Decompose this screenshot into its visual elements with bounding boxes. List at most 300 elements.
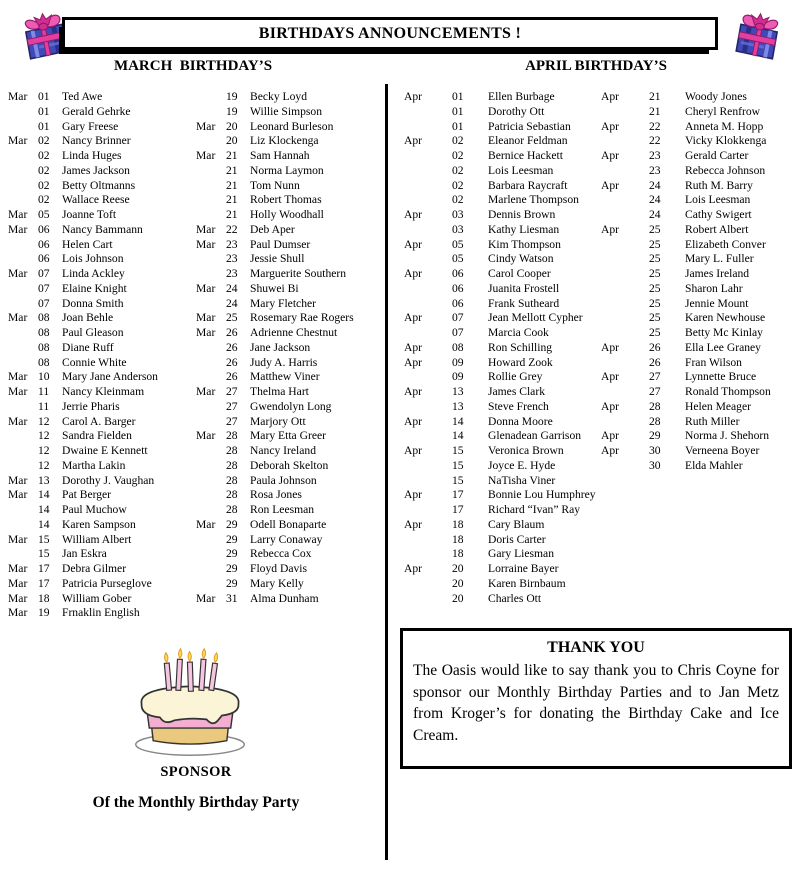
month-label [196, 297, 226, 312]
date-label: 15 [452, 444, 464, 457]
date-label: 12 [38, 429, 50, 443]
month-label: Mar [196, 119, 216, 133]
month-label [196, 370, 226, 385]
name-label: Doris Carter [488, 532, 546, 546]
month-label [196, 577, 226, 592]
list-item [8, 370, 192, 385]
list-item [404, 415, 598, 430]
month-label [8, 120, 38, 135]
month-label [404, 297, 452, 312]
date-label: 24 [649, 208, 661, 221]
list-item [404, 90, 598, 105]
name-label: Veronica Brown [488, 444, 564, 457]
month-label [196, 459, 226, 474]
list-item [404, 120, 598, 135]
date-label: 07 [452, 326, 464, 339]
sponsor-caption [28, 764, 364, 812]
date-label: 17 [452, 488, 464, 502]
list-item [196, 105, 384, 120]
name-label: Ronald Thompson [685, 385, 771, 398]
list-item [404, 459, 598, 474]
date-label: 08 [38, 355, 50, 369]
list-item [8, 297, 192, 312]
name-label: Judy A. Harris [250, 355, 318, 369]
date-label: 29 [226, 576, 238, 590]
month-label [8, 282, 38, 297]
name-label: Mary L. Fuller [685, 252, 754, 266]
month-label [196, 474, 226, 489]
date-label: 29 [226, 517, 238, 531]
date-label: 02 [38, 149, 50, 162]
name-label: Helen Meager [685, 399, 751, 413]
name-label: Marcia Cook [488, 326, 549, 339]
list-item [404, 297, 598, 312]
month-label: Mar [8, 562, 28, 575]
month-label [601, 415, 649, 430]
name-label: Mary Kelly [250, 576, 304, 590]
list-item [196, 149, 384, 164]
month-label: Apr [404, 90, 423, 103]
page-title: BIRTHDAYS ANNOUNCEMENTS ! [258, 24, 522, 42]
name-label: Verneena Boyer [685, 444, 760, 457]
list-item [196, 547, 384, 562]
date-label: 25 [649, 296, 661, 310]
april-list-column-2 [601, 90, 795, 474]
date-label: 29 [226, 562, 238, 575]
list-item [601, 120, 795, 135]
month-label: Mar [8, 591, 28, 605]
month-label: Mar [8, 576, 28, 590]
name-label: Ruth M. Barry [685, 178, 753, 192]
date-label: 25 [649, 252, 661, 266]
list-item [601, 208, 795, 223]
name-label: Rollie Grey [488, 370, 543, 384]
date-label: 17 [38, 576, 50, 590]
list-item [196, 193, 384, 208]
list-item [404, 400, 598, 415]
date-label: 15 [38, 532, 50, 546]
name-label: Jane Jackson [250, 340, 311, 354]
list-item [196, 577, 384, 592]
month-label: Apr [601, 399, 620, 413]
date-label: 29 [649, 429, 661, 443]
name-label: Patricia Sebastian [488, 119, 571, 133]
month-label [601, 385, 649, 400]
month-label: Mar [196, 281, 216, 295]
list-item [404, 385, 598, 400]
list-item [8, 105, 192, 120]
name-label: Sam Hannah [250, 149, 310, 162]
month-label [404, 105, 452, 120]
month-label [196, 90, 226, 105]
month-label [404, 474, 452, 489]
date-label: 05 [452, 237, 464, 251]
month-label: Apr [404, 488, 423, 502]
list-item [196, 238, 384, 253]
month-label: Mar [8, 488, 28, 502]
thank-you-body: The Oasis would like to say thank you to Chris Coyne for sponsor our Monthly Birthday Parties and to Jan Metz from Kroger’s for donating the Birthday Cake and Ice Cream. [413, 662, 779, 745]
name-label: James Ireland [685, 267, 750, 280]
month-label [196, 208, 226, 223]
thank-you-title: THANK YOU [547, 639, 645, 656]
date-label: 13 [452, 399, 464, 413]
date-label: 14 [38, 503, 50, 516]
month-label: Mar [8, 267, 28, 280]
month-label [8, 341, 38, 356]
name-label: Kim Thompson [488, 237, 561, 251]
date-label: 01 [38, 119, 50, 133]
date-label: 21 [226, 178, 238, 192]
list-item [8, 120, 192, 135]
sponsor-subtitle: Of the Monthly Birthday Party [92, 794, 300, 811]
list-item [8, 429, 192, 444]
date-label: 21 [226, 149, 238, 162]
list-item [196, 459, 384, 474]
list-item [404, 164, 598, 179]
list-item [196, 415, 384, 430]
date-label: 28 [226, 488, 238, 502]
month-label [601, 282, 649, 297]
name-label: Eleanor Feldman [488, 134, 568, 148]
month-label [196, 562, 226, 577]
name-label: Lois Johnson [62, 252, 124, 266]
list-item [196, 356, 384, 371]
month-label [601, 356, 649, 371]
date-label: 23 [226, 267, 238, 280]
name-label: Dorothy Ott [488, 104, 545, 118]
name-label: Nancy Bammann [62, 222, 143, 236]
list-item [196, 297, 384, 312]
date-label: 28 [649, 399, 661, 413]
date-label: 01 [452, 119, 464, 133]
list-item [8, 592, 192, 607]
date-label: 23 [649, 163, 661, 177]
list-item [404, 238, 598, 253]
list-item [404, 105, 598, 120]
date-label: 03 [452, 222, 464, 236]
name-label: James Jackson [62, 163, 130, 177]
name-label: Floyd Davis [250, 562, 308, 575]
month-label: Apr [601, 444, 620, 457]
date-label: 25 [649, 326, 661, 339]
month-label: Mar [8, 370, 28, 384]
name-label: Paul Dumser [250, 237, 311, 251]
month-label [8, 105, 38, 120]
list-item [8, 562, 192, 577]
list-item [601, 356, 795, 371]
month-label [601, 238, 649, 253]
name-label: Liz Klockenga [250, 134, 319, 148]
month-label: Apr [404, 340, 423, 354]
month-label [8, 444, 38, 459]
list-item [601, 238, 795, 253]
month-label [601, 267, 649, 282]
month-label [8, 547, 38, 562]
list-item [601, 179, 795, 194]
month-label: Mar [196, 517, 216, 531]
name-label: Ron Leesman [250, 503, 315, 516]
date-label: 02 [452, 163, 464, 177]
date-label: 12 [38, 458, 50, 472]
name-label: Lois Leesman [685, 193, 751, 207]
name-label: Karen Newhouse [685, 311, 766, 325]
name-label: Wallace Reese [62, 193, 130, 207]
list-item [8, 385, 192, 400]
list-item [8, 252, 192, 267]
date-label: 12 [38, 444, 50, 457]
date-label: 20 [226, 134, 238, 148]
list-item [601, 385, 795, 400]
month-label [404, 592, 452, 607]
date-label: 21 [649, 104, 661, 118]
list-item [196, 341, 384, 356]
list-item [196, 429, 384, 444]
name-label: Lynnette Bruce [685, 370, 757, 384]
date-label: 24 [226, 296, 238, 310]
list-item [8, 267, 192, 282]
month-label [196, 193, 226, 208]
name-label: Lorraine Bayer [488, 562, 559, 575]
name-label: Gary Liesman [488, 547, 554, 561]
name-label: Carol Cooper [488, 267, 551, 280]
list-item [601, 415, 795, 430]
date-label: 01 [452, 90, 464, 103]
name-label: Fran Wilson [685, 355, 742, 369]
date-label: 26 [649, 355, 661, 369]
name-label: Rosemary Rae Rogers [250, 311, 354, 325]
date-label: 28 [226, 429, 238, 443]
month-label: Apr [404, 562, 423, 575]
name-label: Gwendolyn Long [250, 399, 332, 413]
name-label: Jessie Shull [250, 252, 305, 266]
name-label: Elizabeth Conver [685, 237, 766, 251]
month-label [8, 297, 38, 312]
month-label [601, 208, 649, 223]
date-label: 03 [452, 208, 464, 221]
name-label: Connie White [62, 355, 127, 369]
date-label: 02 [452, 178, 464, 192]
date-label: 25 [649, 267, 661, 280]
name-label: Dwaine E Kennett [62, 444, 148, 457]
list-item [8, 311, 192, 326]
date-label: 21 [226, 163, 238, 177]
name-label: Leonard Burleson [250, 119, 334, 133]
date-label: 20 [452, 576, 464, 590]
month-label [196, 547, 226, 562]
list-item [404, 562, 598, 577]
month-label [8, 518, 38, 533]
date-label: 01 [452, 104, 464, 118]
list-item [196, 282, 384, 297]
month-label: Apr [601, 340, 620, 354]
month-label [404, 149, 452, 164]
date-label: 28 [226, 473, 238, 487]
month-label [196, 503, 226, 518]
date-label: 28 [226, 503, 238, 516]
list-item [8, 356, 192, 371]
list-item [196, 592, 384, 607]
name-label: Deb Aper [250, 222, 295, 236]
date-label: 27 [226, 414, 238, 428]
name-label: Barbara Raycraft [488, 178, 568, 192]
month-label [601, 193, 649, 208]
date-label: 26 [226, 326, 238, 339]
name-label: Anneta M. Hopp [685, 119, 764, 133]
list-item [404, 282, 598, 297]
name-label: Betty Mc Kinlay [685, 326, 763, 339]
date-label: 18 [38, 591, 50, 605]
date-label: 27 [649, 370, 661, 384]
name-label: Charles Ott [488, 591, 542, 605]
month-label [196, 134, 226, 149]
name-label: Deborah Skelton [250, 458, 329, 472]
list-item [8, 282, 192, 297]
month-label [404, 223, 452, 238]
name-label: Betty Oltmanns [62, 178, 136, 192]
list-item [601, 459, 795, 474]
name-label: Debra Gilmer [62, 562, 127, 575]
date-label: 06 [452, 281, 464, 295]
list-item [601, 223, 795, 238]
month-label: Apr [404, 208, 423, 221]
name-label: Steve French [488, 399, 549, 413]
date-label: 28 [649, 414, 661, 428]
name-label: Larry Conaway [250, 532, 323, 546]
list-item [8, 208, 192, 223]
month-label [8, 193, 38, 208]
list-item [8, 179, 192, 194]
month-label [196, 400, 226, 415]
date-label: 08 [38, 311, 50, 325]
list-item [196, 267, 384, 282]
list-item [601, 311, 795, 326]
date-label: 25 [649, 281, 661, 295]
month-label [8, 149, 38, 164]
month-label: Apr [404, 134, 423, 148]
date-label: 26 [226, 340, 238, 354]
date-label: 08 [38, 340, 50, 354]
month-label [404, 547, 452, 562]
name-label: Elda Mahler [685, 458, 743, 472]
name-label: Jerrie Pharis [62, 399, 120, 413]
list-item [196, 120, 384, 135]
list-item [196, 311, 384, 326]
date-label: 07 [38, 281, 50, 295]
month-label [601, 311, 649, 326]
name-label: Jean Mellott Cypher [488, 311, 583, 325]
list-item [404, 341, 598, 356]
date-label: 22 [649, 134, 661, 148]
gift-icon [728, 3, 790, 65]
march-section-header: MARCH BIRTHDAY’S [113, 58, 273, 74]
date-label: 23 [226, 252, 238, 266]
list-item [196, 208, 384, 223]
month-label [404, 370, 452, 385]
list-item [8, 400, 192, 415]
date-label: 20 [452, 591, 464, 605]
month-label: Mar [196, 591, 216, 605]
name-label: Donna Moore [488, 414, 553, 428]
month-label [601, 105, 649, 120]
month-label [8, 429, 38, 444]
list-item [404, 444, 598, 459]
list-item [8, 474, 192, 489]
name-label: William Albert [62, 532, 132, 546]
date-label: 07 [38, 296, 50, 310]
date-label: 09 [452, 355, 464, 369]
month-label [8, 326, 38, 341]
date-label: 25 [226, 311, 238, 325]
month-label [8, 238, 38, 253]
date-label: 28 [226, 458, 238, 472]
date-label: 27 [226, 399, 238, 413]
name-label: Thelma Hart [250, 385, 309, 398]
month-label [196, 252, 226, 267]
date-label: 17 [452, 503, 464, 516]
month-label [196, 267, 226, 282]
list-item [196, 474, 384, 489]
month-label [601, 252, 649, 267]
name-label: Marguerite Southern [250, 267, 347, 280]
date-label: 07 [38, 267, 50, 280]
list-item [196, 533, 384, 548]
list-item [601, 341, 795, 356]
sponsor-title: SPONSOR [160, 764, 232, 780]
list-item [404, 223, 598, 238]
name-label: Bonnie Lou Humphrey [488, 488, 596, 502]
list-item [196, 518, 384, 533]
name-label: Norma Laymon [250, 163, 324, 177]
name-label: Diane Ruff [62, 340, 114, 354]
list-item [404, 267, 598, 282]
date-label: 25 [649, 222, 661, 236]
month-label [404, 282, 452, 297]
month-label [404, 164, 452, 179]
list-item [8, 547, 192, 562]
date-label: 23 [226, 237, 238, 251]
month-label: Mar [196, 222, 216, 236]
list-item [196, 370, 384, 385]
month-label [8, 252, 38, 267]
date-label: 21 [226, 208, 238, 221]
date-label: 19 [226, 90, 238, 103]
list-item [601, 429, 795, 444]
list-item [196, 562, 384, 577]
month-label [601, 297, 649, 312]
date-label: 11 [38, 385, 50, 398]
list-item [601, 444, 795, 459]
date-label: 06 [38, 237, 50, 251]
list-item [404, 311, 598, 326]
name-label: Elaine Knight [62, 281, 127, 295]
month-label [404, 179, 452, 194]
date-label: 27 [649, 385, 661, 398]
name-label: Patricia Purseglove [62, 576, 152, 590]
name-label: Adrienne Chestnut [250, 326, 338, 339]
date-label: 08 [452, 340, 464, 354]
month-label [196, 356, 226, 371]
name-label: Howard Zook [488, 355, 553, 369]
date-label: 21 [649, 90, 661, 103]
list-item [8, 606, 192, 621]
date-label: 01 [38, 104, 50, 118]
date-label: 24 [226, 281, 238, 295]
name-label: Cary Blaum [488, 517, 545, 531]
date-label: 02 [38, 178, 50, 192]
name-label: Marlene Thompson [488, 193, 579, 207]
month-label: Mar [8, 606, 28, 620]
name-label: Alma Dunham [250, 591, 319, 605]
